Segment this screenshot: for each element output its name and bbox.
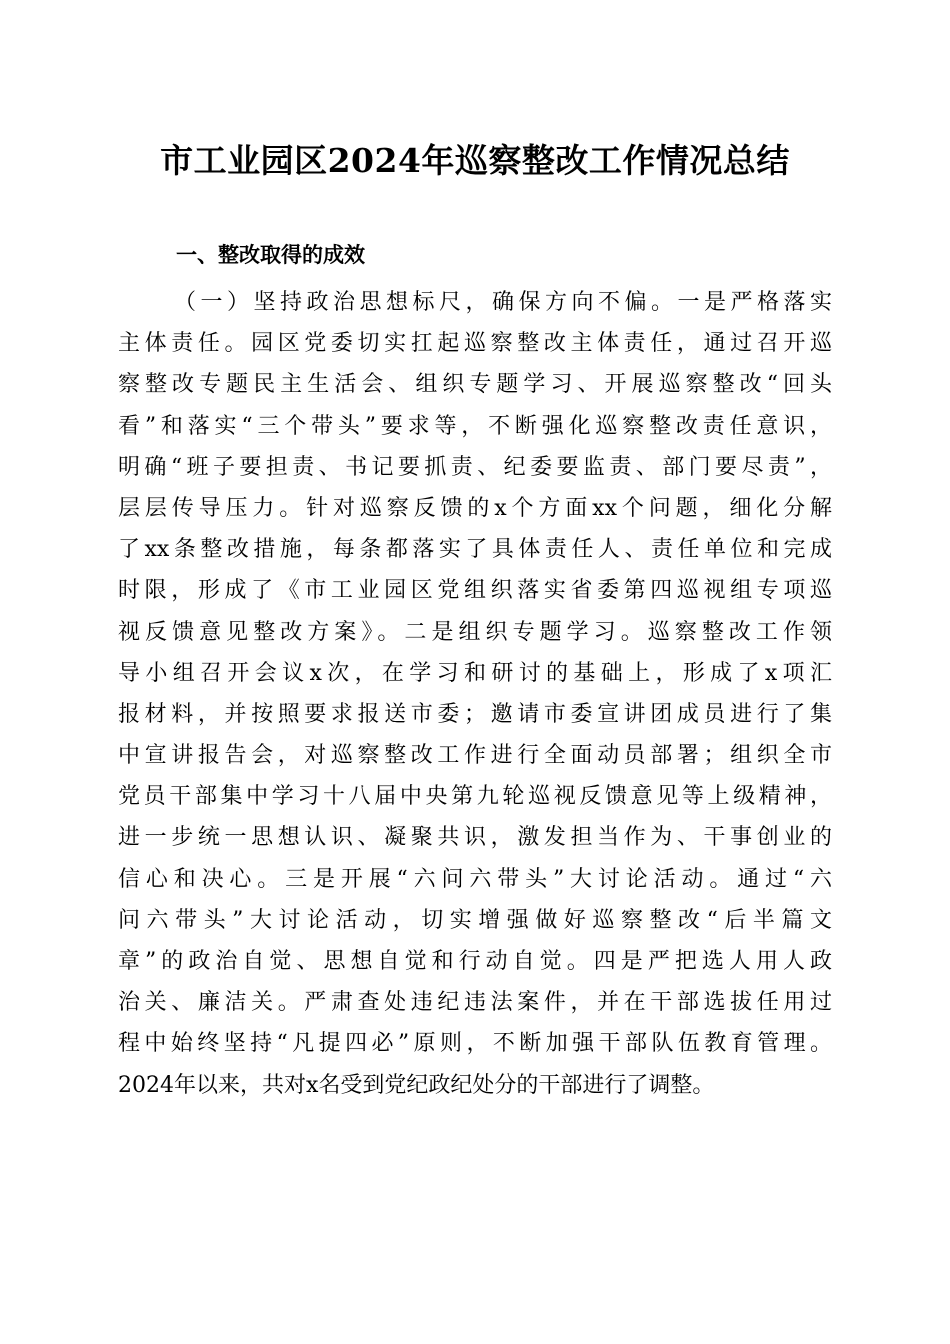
paragraph-line: 程中始终坚持“凡提四必”原则，不断加强干部队伍教育管理。 <box>118 1031 832 1057</box>
paragraph-line: 问六带头”大讨论活动，切实增强做好巡察整改“后半篇文 <box>118 907 832 933</box>
paragraph-line: 信心和决心。三是开展“六问六带头”大讨论活动。通过“六 <box>118 866 832 892</box>
paragraph-line: 治关、廉洁关。严肃查处违纪违法案件，并在干部选拔任用过 <box>118 990 832 1016</box>
paragraph-line: 进一步统一思想认识、凝聚共识，激发担当作为、干事创业的 <box>118 825 832 851</box>
body-paragraph <box>118 282 832 1106</box>
paragraph-line: 章”的政治自觉、思想自觉和行动自觉。四是严把选人用人政 <box>118 949 832 974</box>
section-heading: 一、整改取得的成效 <box>176 243 365 267</box>
paragraph-line: 层层传导压力。针对巡察反馈的x个方面xx个问题，细化分解 <box>118 495 832 521</box>
paragraph-line: 报材料，并按照要求报送市委；邀请市委宣讲团成员进行了集 <box>118 701 832 727</box>
paragraph-line: 了xx条整改措施，每条都落实了具体责任人、责任单位和完成 <box>118 537 832 563</box>
paragraph-line: 察整改专题民主生活会、组织专题学习、开展巡察整改“回头 <box>118 372 832 398</box>
paragraph-line: 明确“班子要担责、书记要抓责、纪委要监责、部门要尽责”， <box>118 454 832 480</box>
paragraph-line: 党员干部集中学习十八届中央第九轮巡视反馈意见等上级精神， <box>118 784 832 810</box>
paragraph-line: 中宣讲报告会，对巡察整改工作进行全面动员部署；组织全市 <box>118 743 832 769</box>
paragraph-line: 导小组召开会议x次，在学习和研讨的基础上，形成了x项汇 <box>118 660 832 686</box>
paragraph-line: （一）坚持政治思想标尺，确保方向不偏。一是严格落实 <box>174 290 832 315</box>
paragraph-line: 2024年以来，共对x名受到党纪政纪处分的干部进行了调整。 <box>118 1072 715 1098</box>
paragraph-line: 看”和落实“三个带头”要求等，不断强化巡察整改责任意识， <box>118 413 832 439</box>
paragraph-line: 视反馈意见整改方案》。二是组织专题学习。巡察整改工作领 <box>118 619 832 645</box>
paragraph-line: 主体责任。园区党委切实扛起巡察整改主体责任，通过召开巡 <box>118 331 832 357</box>
document-title: 市工业园区2024年巡察整改工作情况总结 <box>160 141 790 180</box>
paragraph-line: 时限，形成了《市工业园区党组织落实省委第四巡视组专项巡 <box>118 578 832 604</box>
